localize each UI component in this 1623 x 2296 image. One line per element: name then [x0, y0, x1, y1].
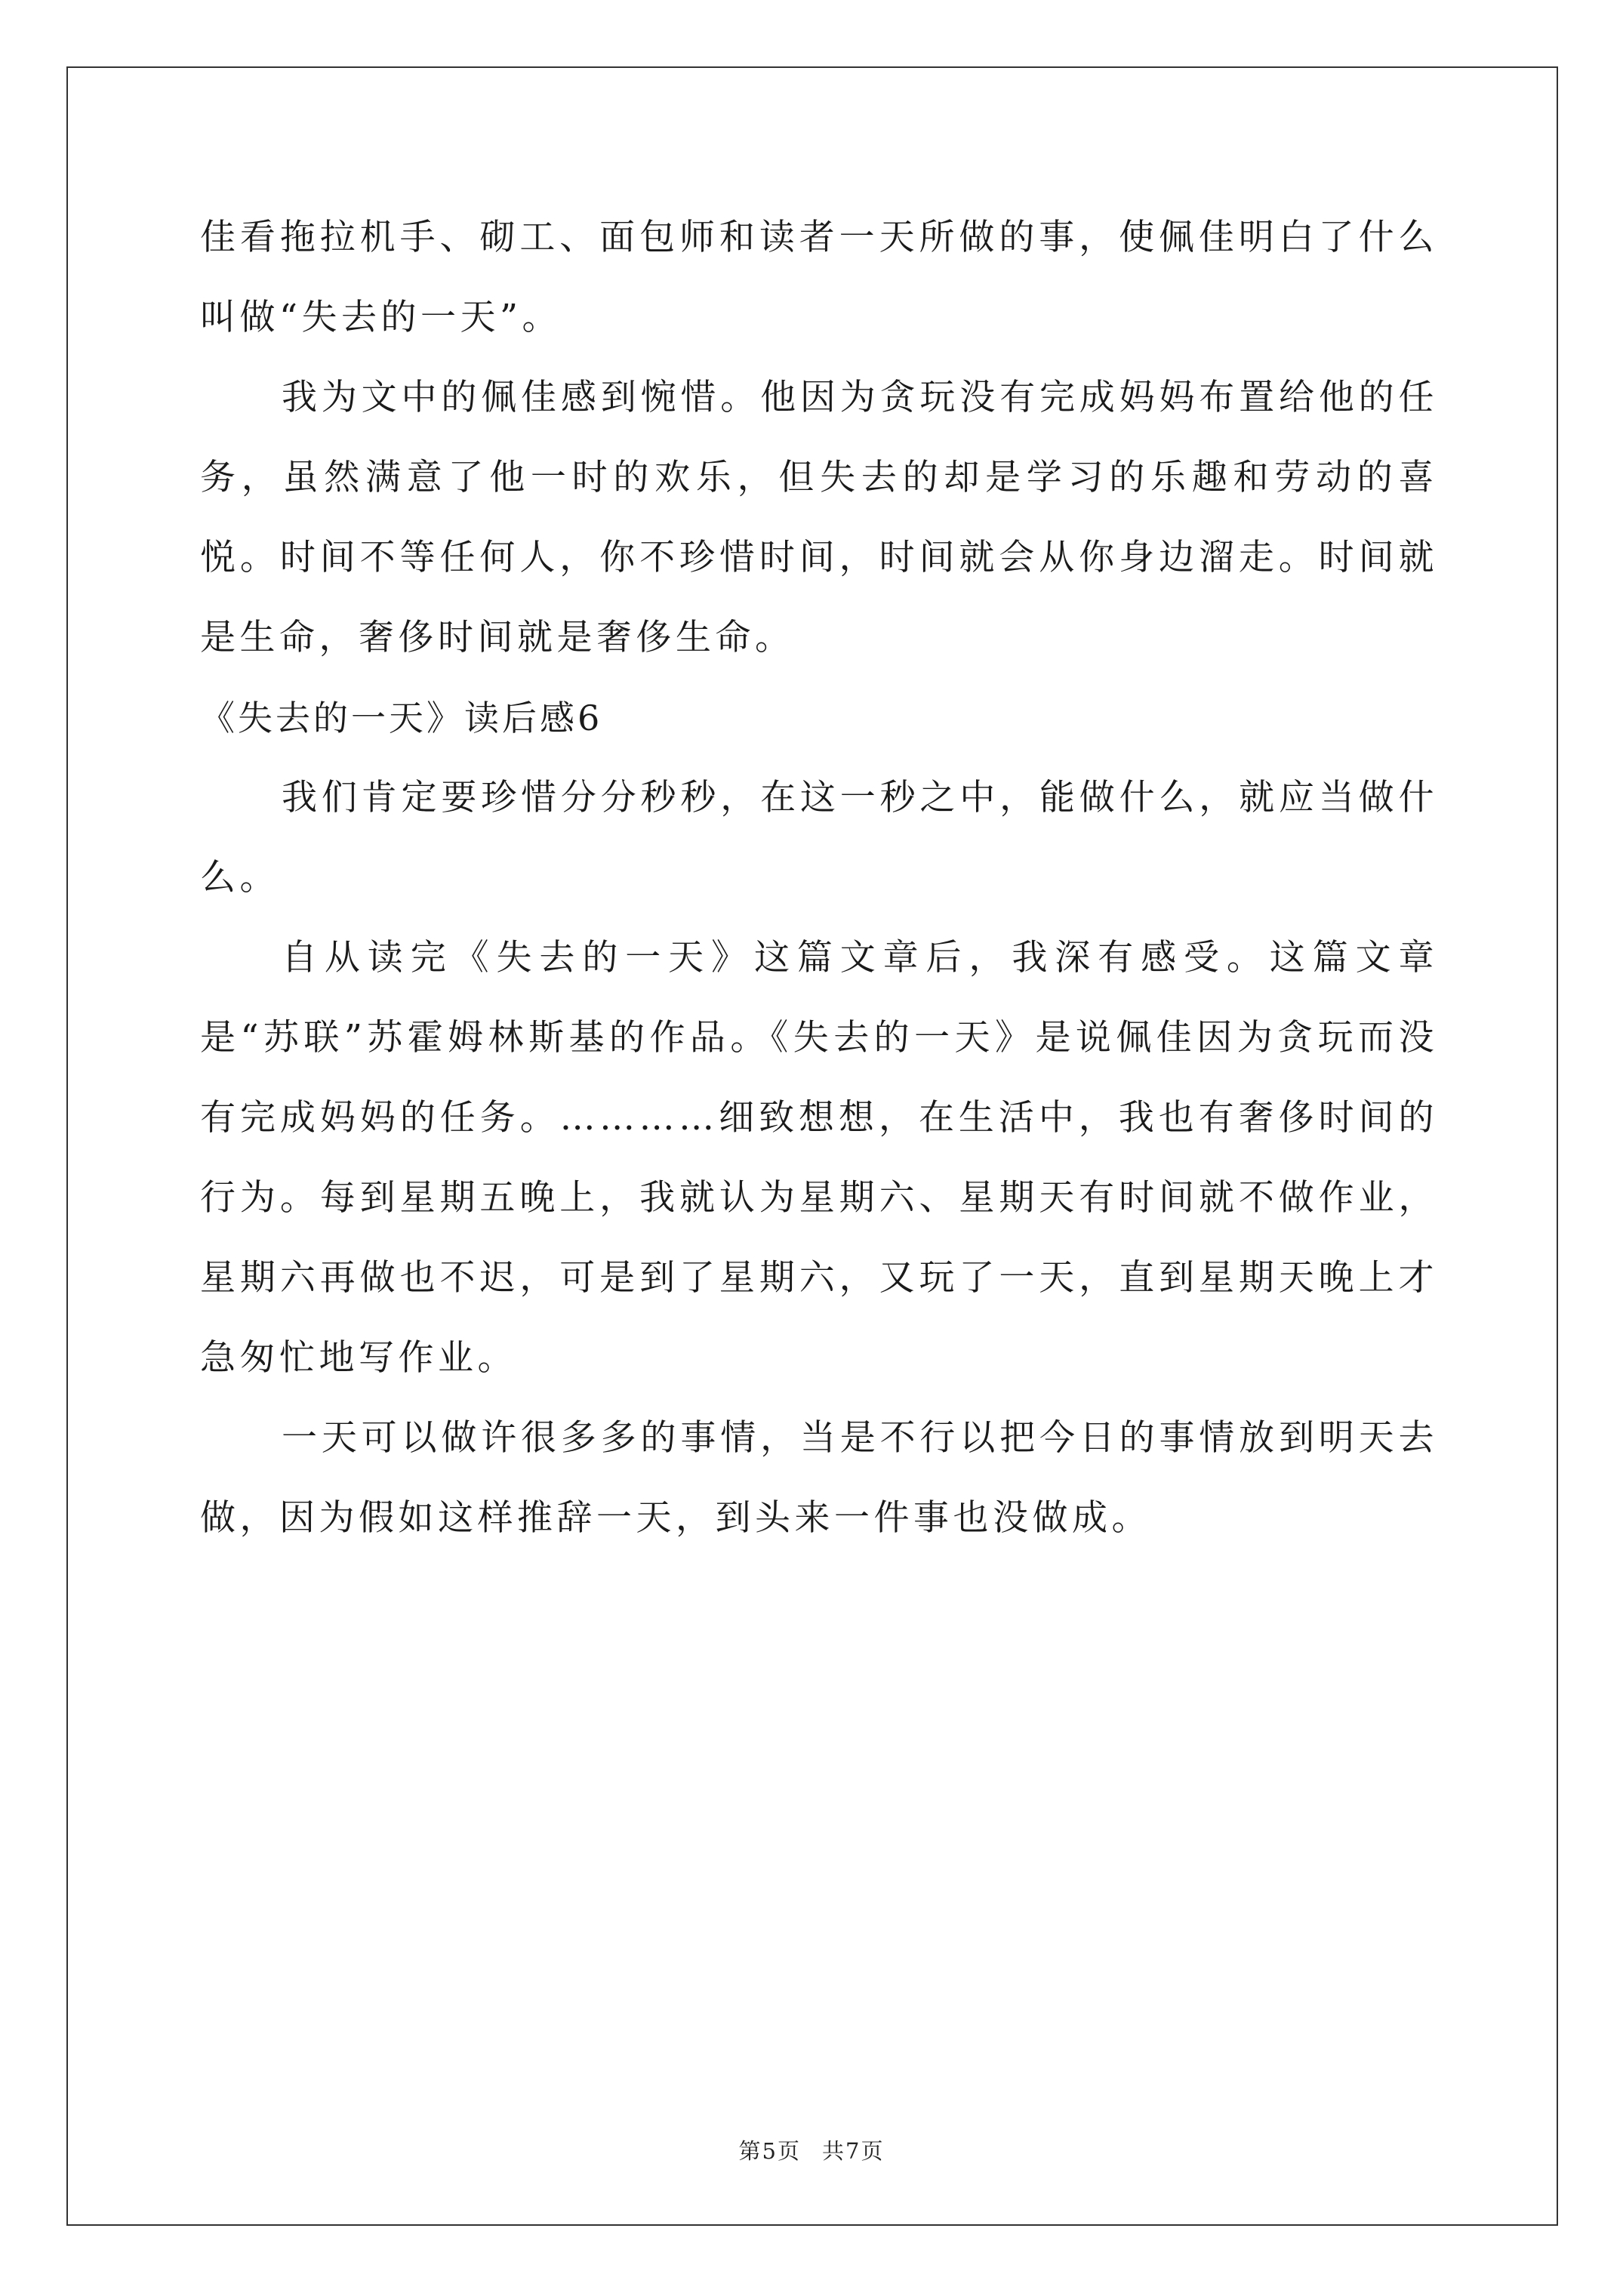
paragraph: 我为文中的佩佳感到惋惜。他因为贪玩没有完成妈妈布置给他的任务，虽然满意了他一时的欢乐，但失去的却是学习的乐趣和劳动的喜悦。时间不等任何人，你不珍惜时间，时间就会从你身边溜走。时间就是生命，奢侈时间就是奢侈生命。 — [200, 377, 1438, 658]
paragraph: 佳看拖拉机手、砌工、面包师和读者一天所做的事，使佩佳明白了什么叫做“失去的一天”。 — [200, 217, 1438, 338]
document-body — [200, 198, 1438, 1558]
paragraph: 自从读完《失去的一天》这篇文章后，我深有感受。这篇文章是“苏联”苏霍姆林斯基的作品。《失去的一天》是说佩佳因为贪玩而没有完成妈妈的任务。…………细致想想，在生活中，我也有奢侈时间的行为。每到星期五晚上，我就认为星期六、星期天有时间就不做作业，星期六再做也不迟，可是到了星期六，又玩了一天，直到星期天晚上才急匆忙地写作业。 — [200, 937, 1438, 1379]
page-total: 共7页 — [822, 2138, 885, 2164]
page-footer — [0, 2134, 1623, 2165]
page-number: 第5页 — [738, 2138, 801, 2164]
paragraph: 一天可以做许很多多的事情，当是不行以把今日的事情放到明天去做，因为假如这样推辞一天，到头来一件事也没做成。 — [200, 1417, 1438, 1539]
section-heading: 《失去的一天》读后感6 — [200, 698, 603, 738]
paragraph: 我们肯定要珍惜分分秒秒，在这一秒之中，能做什么，就应当做什么。 — [200, 777, 1438, 898]
